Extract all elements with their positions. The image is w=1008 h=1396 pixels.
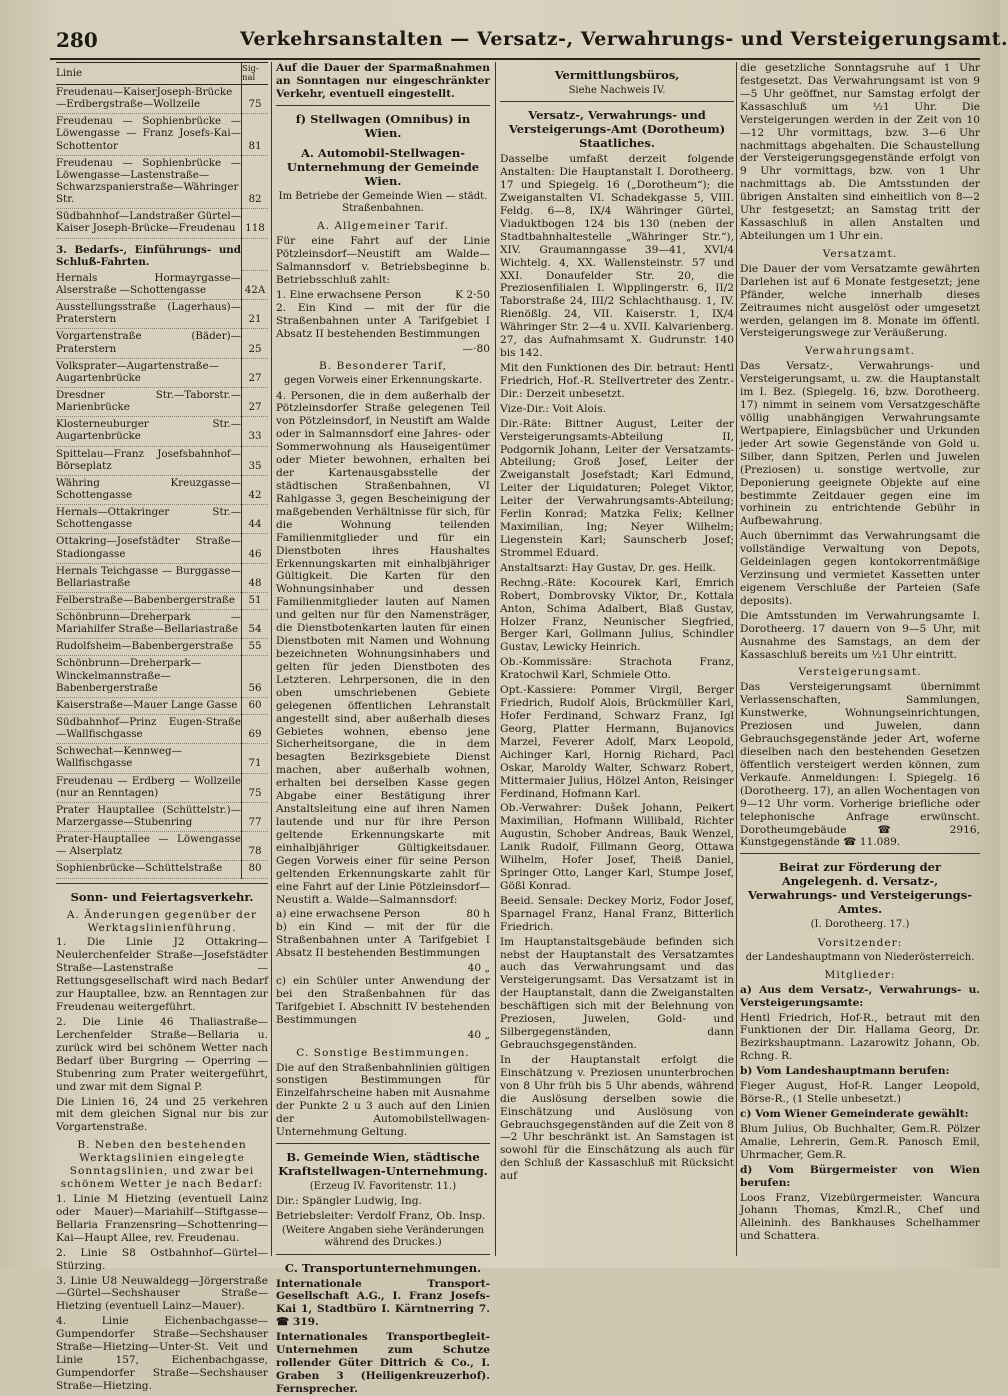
route-row xyxy=(56,610,268,639)
route-name: Ausstellungsstraße (Lagerhaus)—Praterstern xyxy=(56,300,242,329)
group-heading: c) Vom Wiener Gemeinderate gewählt: xyxy=(740,1107,969,1120)
section-title: Vermittlungsbüros, xyxy=(554,68,680,82)
route-row xyxy=(56,802,268,831)
section-title: Versatzamt. xyxy=(822,247,898,260)
route-signal: 51 xyxy=(242,592,269,609)
route-row xyxy=(56,639,268,656)
route-signal: 42 xyxy=(242,475,269,504)
tariff-label: 1. Eine erwachsene Person xyxy=(276,288,422,301)
paragraph: Das Versatz-, Verwahrungs- und Versteigerungsamt, u. zw. die Hauptanstalt im I. Bez. (Spiegelg. 16, bzw. Dorotheerg. 17) nimmt in seinem vom Versatzgeschäfte völlig unabhängigen Verwahrungsamte Wertpapiere, Einlagsbücher und Urkunden jeder Art sowie Gegenstände von Gold u. Silber, dann Spitzen, Perlen und Juwelen (Preziosen) u. sonstige wertvolle, zur Deponierung geeignete Objekte auf eine bestimmte Zeitdauer gegen eine im vorhinein zu entrichtende Gebühr in Aufbewahrung. xyxy=(740,360,980,528)
column-divider xyxy=(495,62,496,1256)
page-header xyxy=(50,24,1008,60)
tariff-text: Die auf den Straßenbahnlinien gültigen sonstigen Bestimmungen für Einzelfahrscheine haben mit Ausnahme der Punkte 2 u 3 auch auf den Linien der Automobilstellwagen-Unternehmung Geltung. xyxy=(276,1061,490,1139)
route-row xyxy=(56,697,268,714)
route-row xyxy=(56,832,268,861)
tariff-title: B. Besonderer Tarif, xyxy=(319,360,447,373)
group-heading: a) Aus dem Versatz-, Verwahrungs- u. Versteigerungsamte: xyxy=(740,983,980,1009)
intro-note: Auf die Dauer der Sparmaßnahmen an Sonntagen nur eingeschränkter Verkehr, eventuell eingestellt. xyxy=(276,62,490,100)
route-signal: 33 xyxy=(242,417,269,446)
tariff-value: 40 „ xyxy=(467,962,490,975)
tariff-row xyxy=(276,343,490,356)
route-signal: 69 xyxy=(242,715,269,744)
tariff-title: C. Sonstige Bestimmungen. xyxy=(296,1046,470,1059)
route-name: Prater Hauptallee (Schüttelstr.)—Marzergasse—Stubenring xyxy=(56,802,242,831)
route-row xyxy=(56,773,268,802)
route-name: Klosterneuburger Str.—Augartenbrücke xyxy=(56,417,242,446)
sunday-paragraph: 1. Die Linie J2 Ottakring—Neulerchenfelder Straße—Josefstädter Straße—Lastenstraße — Rettungsgesellschaft wird nach Bedarf zur Hauptallee, bzw. an Renntagen zur Freudenau weitergeführt. xyxy=(56,936,268,1014)
route-name: Sophienbrücke—Schüttelstraße xyxy=(56,861,242,878)
route-table-head-signal: Sig-nal xyxy=(242,63,269,85)
address: (Erzeug IV. Favoritenstr. 11.) xyxy=(309,1181,457,1193)
route-signal: 42A xyxy=(242,271,269,300)
section-title: Beirat zur Förderung der Angelegenh. d. Versatz-, Verwahrungs- und Versteigerungs-Amtes. xyxy=(748,860,972,917)
route-name: Südbahnhof—Landstraßer Gürtel—Kaiser Joseph-Brücke—Freudenau xyxy=(56,209,242,238)
group-members: Blum Julius, Ob Buchhalter, Gem.R. Pölzer Amalie, Lehrerin, Gem.R. Panosch Emil, Uhrmacher, Gem.R. xyxy=(740,1122,980,1161)
route-name: Südbahnhof—Prinz Eugen-Straße —Wallfischgasse xyxy=(56,715,242,744)
role-heading: Mitglieder: xyxy=(824,968,896,981)
sunday-paragraph: Die Linien 16, 24 und 25 verkehren mit dem gleichen Signal nur bis zur Vorgartenstraße. xyxy=(56,1095,268,1134)
route-row xyxy=(56,563,268,592)
route-name: Rudolfsheim—Babenbergerstraße xyxy=(56,639,242,656)
sunday-line-item: 3. Linie U8 Neuwaldegg—Jörgerstraße—Gürtel—Sechshauser Straße—Hietzing (eventuell Lainz—Mauer). xyxy=(56,1274,268,1313)
paragraph: Opt.-Kassiere: Pommer Virgil, Berger Friedrich, Rudolf Alois, Brückmüller Karl, Hofer Ferdinand, Schwarz Franz, Igl Georg, Platter Hermann, Bujanovics Marzel, Feverer Adolf, Marx Leopold, Aichinger Karl, Hornig Richard, Pacl Oskar, Maroldy Walter, Schwarz Robert, Mittermaier Julius, Hölzel Anton, Reisinger Ferdinand, Hofmann Karl. xyxy=(500,684,734,800)
section-title: Versteigerungsamt. xyxy=(798,666,922,679)
route-signal: 75 xyxy=(242,773,269,802)
route-signal: 81 xyxy=(242,114,269,155)
tariff-label: b) ein Kind — mit der für die Straßenbahnen unter A Tarifgebiet I Absatz II bestehenden Bestimmungen xyxy=(276,921,490,960)
role-heading: Vorsitzender: xyxy=(817,936,903,949)
paragraph: Vize-Dir.: Voit Alois. xyxy=(500,402,607,415)
route-name: Spittelau—Franz Josefsbahnhof—Börseplatz xyxy=(56,446,242,475)
route-signal: 60 xyxy=(242,697,269,714)
route-row xyxy=(56,358,268,387)
tariff-intro: Für eine Fahrt auf der Linie Pötzleinsdorf—Neustift am Walde—Salmannsdorf v. Betriebsbeginne b. Betriebsschluß zahlt: xyxy=(276,235,490,286)
route-signal: 35 xyxy=(242,446,269,475)
route-signal: 21 xyxy=(242,300,269,329)
tariff-label: 2. Ein Kind — mit der für die Straßenbahnen unter A Tarifgebiet I Absatz II bestehenden Bestimmungen xyxy=(276,301,490,340)
group-heading: b) Vom Landeshauptmann berufen: xyxy=(740,1065,950,1078)
divider xyxy=(276,1254,490,1255)
route-row xyxy=(56,715,268,744)
route-signal: 56 xyxy=(242,656,269,697)
sunday-line-item: 4. Linie Eichenbachgasse—Gumpendorfer Straße—Sechshauser Straße—Hietzing—Unter-St. Veit und Linie 157, Eichenbachgasse, Gumpendorfer Straße—Sechshauser Straße—Hietzing. xyxy=(56,1315,268,1392)
paragraph: Ob.-Verwahrer: Dušek Johann, Peikert Maximilian, Hofmann Willibald, Richter Augustin, Schober Andreas, Bauk Wenzel, Lanik Rudolf, Fillmann Georg, Ottawa Wilhelm, Hofer Josef, Theiß Daniel, Springer Otto, Langer Karl, Stumpe Josef, Gößl Konrad. xyxy=(500,802,734,892)
route-signal: 44 xyxy=(242,505,269,534)
route-row xyxy=(56,505,268,534)
route-table-body xyxy=(56,85,268,879)
tariff-text: 4. Personen, die in dem außerhalb der Pötzleinsdorfer Straße gelegenen Teil von Pötzleinsdorf, in Neustift am Walde oder in Salmannsdorf eine Jahres- oder Sommerwohnung als Hauseigentümer oder Mieter bewohnen, erhalten bei der Kartenausgabsstelle der städtischen Straßenbahnen, VI Rahlgasse 3, gegen Bescheinigung der maßgebenden Verhältnisse für sich, für die Wohnung teilenden Familienmitglieder und für ein Dienstboten ihres Haushaltes Erkennungskarten mit einhalbjähriger Gültigkeit. Die Karten für den Wohnungsinhaber und dessen Familienmitglieder lauten auf Namen und gelten nur für den Namensträger, die Dienstbotenkarten lauten für einen Dienstboten mit Namen und Wohnung bezeichneten Wohnungsinhabers und gelten für jeden Dienstboten des Letzteren. Lehrpersonen, die in den oben umschriebenen Gebiete gelegenen öffentlichen Lehranstalt angestellt sind, aber außerhalb dieses Gebietes wohnen, ebenso jene Sicherheitsorgane, die in dem besagten Bezirksgebiete Dienst machen, aber außerhalb wohnen, erhalten bei derselben Kasse gegen Abgabe einer Bestätigung ihrer Anstaltsleitung eine auf ihren Namen lautende und nur für ihre Person geltende Erkennungskarte mit einhalbjähriger Gültigkeitsdauer. Gegen Vorweis einer für seine Person geltenden Erkennungskarte zahlt für eine Fahrt auf der Linie Pötzleinsdorf—Neustift a. Walde—Salmannsdorf: xyxy=(276,389,490,906)
route-name: Freudenau—KaiserJoseph-Brücke—Erdbergstraße—Wollzeile xyxy=(56,85,242,114)
route-row xyxy=(56,534,268,563)
route-table-head-line: Linie xyxy=(56,63,242,85)
route-row xyxy=(56,592,268,609)
paragraph: Beeid. Sensale: Deckey Moriz, Fodor Josef, Sparnagel Franz, Hanal Franz, Bitterlich Friedrich. xyxy=(500,894,734,933)
tariff-subtitle: gegen Vorweis einer Erkennungskarte. xyxy=(283,375,483,387)
sunday-a: A. Änderungen gegenüber der Werktagslinienführung. xyxy=(66,908,258,934)
manager: Betriebsleiter: Verdolf Franz, Ob. Insp. xyxy=(276,1210,486,1223)
column-4 xyxy=(740,62,980,1256)
paragraph: die gesetzliche Sonntagsruhe auf 1 Uhr festgesetzt. Das Verwahrungsamt ist von 9—5 Uhr geöffnet, nur Samstag erfolgt der Kassaschluß um ½1 Uhr. Die Versteigerungen werden in der Zeit von 10—12 Uhr vormittags, bzw. 3—6 Uhr nachmittags abgehalten. Die Schaustellung der Versteigerungsgegenstände erfolgt von 9 Uhr vormittags, bzw. von 1 Uhr nachmittags ab. Die Amtsstunden der übrigen Anstalten sind einheitlich von 8—2 Uhr festgesetzt; an Samstag tritt der Kassaschluß in allen Anstalten und Abteilungen um 1 Uhr ein. xyxy=(740,62,980,242)
route-signal: 80 xyxy=(242,861,269,878)
route-name: Schönbrunn—Dreherpark—Winckelmannstraße—Babenbergerstraße xyxy=(56,656,242,697)
route-signal: 77 xyxy=(242,802,269,831)
route-row xyxy=(56,85,268,114)
route-signal: 71 xyxy=(242,744,269,773)
sunday-title: Sonn- und Feiertagsverkehr. xyxy=(70,889,254,904)
route-name: Hernals Hormayrgasse—Alserstraße —Schottengasse xyxy=(56,271,242,300)
route-row xyxy=(56,656,268,697)
route-name: Hernals—Ottakringer Str.—Schottengasse xyxy=(56,505,242,534)
route-signal: 48 xyxy=(242,563,269,592)
tariff-row xyxy=(276,289,490,302)
route-signal: 78 xyxy=(242,832,269,861)
divider xyxy=(56,883,268,884)
paragraph: Die Dauer der vom Versatzamte gewährten Darlehen ist auf 6 Monate festgesetzt; jene Pfänder, welche innerhalb dieses Zeitraumes nicht ausgelöst oder umgesetzt werden, gelangen im 8. Monate im öffentl. Versteigerungswege zur Veräußerung. xyxy=(740,262,980,340)
route-row xyxy=(56,209,268,238)
route-row xyxy=(56,300,268,329)
route-row xyxy=(56,329,268,358)
paragraph: Mit den Funktionen des Dir. betraut: Hentl Friedrich, Hof.-R. Stellvertreter des Zentr.-Dir.: Derzeit unbesetzt. xyxy=(500,362,734,400)
route-signal: 55 xyxy=(242,639,269,656)
page-number: 280 xyxy=(56,28,98,52)
tariff-label: c) ein Schüler unter Anwendung der bei den Straßenbahnen für das Tarifgebiet I. Abschnitt IV bestehenden Bestimmungen xyxy=(276,975,490,1026)
route-row xyxy=(56,238,268,271)
tariff-value: 80 h xyxy=(466,908,490,921)
route-row xyxy=(56,271,268,300)
route-name: Freudenau — Sophienbrücke — Löwengasse—Lastenstraße—Schwarzspanierstraße—Währinger Str. xyxy=(56,155,242,209)
route-name: Schwechat—Kennweg—Wallfischgasse xyxy=(56,744,242,773)
route-row xyxy=(56,114,268,155)
section-title: f) Stellwagen (Omnibus) in Wien. xyxy=(295,111,471,140)
route-table xyxy=(56,62,268,879)
tariff-value: 40 „ xyxy=(467,1028,490,1041)
paragraph: Auch übernimmt das Verwahrungsamt die vollständige Verwaltung von Depots, Geldeinlagen gegen kontokorrentmäßige Verzinsung und vermietet Kassetten unter eigenem Verschluße der Parteien (Safe deposits). xyxy=(740,530,980,607)
route-signal: 27 xyxy=(242,358,269,387)
section-subtitle: Im Betriebe der Gemeinde Wien — städt. Straßenbahnen. xyxy=(278,190,488,215)
route-row xyxy=(56,861,268,878)
route-name: Volksprater—Augartenstraße—Augartenbrücke xyxy=(56,358,242,387)
sunday-line-item: 2. Linie S8 Ostbahnhof—Gürtel—Stürzing. xyxy=(56,1246,268,1272)
route-name: Hernals Teichgasse — Burggasse—Bellariastraße xyxy=(56,563,242,592)
section-title: Versatz-, Verwahrungs- und Versteigerungs-Amt (Dorotheum) Staatliches. xyxy=(508,108,726,151)
route-signal: 46 xyxy=(242,534,269,563)
tariff-label: a) eine erwachsene Person xyxy=(276,908,421,921)
route-signal xyxy=(242,238,269,271)
route-signal: 54 xyxy=(242,610,269,639)
column-2 xyxy=(276,62,490,1395)
divider xyxy=(500,101,734,102)
sunday-b: B. Neben den bestehenden Werktagslinien eingelegte Sonntagslinien, und zwar bei schönem Wetter je nach Bedarf: xyxy=(60,1139,264,1191)
route-row xyxy=(56,744,268,773)
divider xyxy=(276,105,490,106)
route-signal: 75 xyxy=(242,85,269,114)
route-row xyxy=(56,475,268,504)
route-row xyxy=(56,417,268,446)
section-title: Verwahrungsamt. xyxy=(804,345,916,358)
route-name: 3. Bedarfs-, Einführungs- und Schluß-Fahrten. xyxy=(56,243,241,268)
route-name: Dresdner Str.—Taborstr.—Marienbrücke xyxy=(56,387,242,416)
route-row xyxy=(56,155,268,209)
director: Dir.: Spängler Ludwig, Ing. xyxy=(276,1195,422,1208)
paragraph: Die Amtsstunden im Verwahrungsamte I. Dorotheerg. 17 dauern von 9—5 Uhr, mit Ausnahme des Samstags, an dem der Kassaschluß bereits um ½1 Uhr eintritt. xyxy=(740,609,980,661)
divider xyxy=(276,1143,490,1144)
section-subtitle: Siehe Nachweis IV. xyxy=(568,85,666,97)
tariff-row xyxy=(276,962,490,975)
route-name: Kaiserstraße—Mauer Lange Gasse xyxy=(56,697,242,714)
route-signal: 27 xyxy=(242,387,269,416)
group-members: Fieger August, Hof-R. Langer Leopold, Börse-R., (1 Stelle unbesetzt.) xyxy=(740,1080,980,1106)
paragraph: Rechng.-Räte: Kocourek Karl, Emrich Robert, Dombrovsky Viktor, Dr., Kottala Anton, Schima Adalbert, Blaß Gustav, Holzer Franz, Neunischer Siegfried, Berger Karl, Gollmann Julius, Schindler Gustav, Lewicky Heinrich. xyxy=(500,576,734,654)
note: (Weitere Angaben siehe Veränderungen während des Druckes.) xyxy=(281,1225,485,1249)
section-title: B. Gemeinde Wien, städtische Kraftstellwagen-Unternehmung. xyxy=(278,1150,488,1179)
paragraph: Dasselbe umfaßt derzeit folgende Anstalten: Die Hauptanstalt I. Dorotheerg. 17 und Spiegelg. 16 („Dorotheum“); die Zweiganstalten VI. Schadekgasse 5, VIII. Feldg. 6—8, IX/4 Währinger Gürtel, Viaduktbogen 124 bis 130 (neben der Stadtbahnhaltestelle „Währinger Str.“), XIV. Graumanngasse 39—41, XVI/4 Wichtelg. 4, XX. Wallensteinstr. 57 und XXI. Donaufelder Str. 20, die Preziosenfilialen I. Wipplingerstr. 6, II/2 Taborstraße 24, III/2 Schlachthausg. 1, IV. Rienößlg. 24, VII. Kaiserstr. 1, IX/4 Währinger Str. 2—4 u. XVII. Kalvarienberg. 27, das Aufnahmsamt X. Gudrunstr. 140 bis 142. xyxy=(500,153,734,360)
column-3 xyxy=(500,62,734,1256)
route-signal: 118 xyxy=(242,209,269,238)
paragraph: Ob.-Kommissäre: Strachota Franz, Kratochwil Karl, Schmiele Otto. xyxy=(500,656,734,682)
address: (I. Dorotheerg. 17.) xyxy=(810,919,910,931)
company-entry: Internationales Transportbegleit-Unternehmen zum Schutze rollender Güter Dittrich & Co., I. Graben 3 (Heiligenkreuzerhof). Fernsprecher. xyxy=(276,1331,490,1395)
route-row xyxy=(56,387,268,416)
sunday-paragraph: 2. Die Linie 46 Thaliastraße—Lerchenfelder Straße—Bellaria u. zurück wird bei schönem Wetter nach Bedarf über Burgring — Operring — Stubenring zum Prater weitergeführt, und zwar mit dem Signal P. xyxy=(56,1015,268,1093)
tariff-value: K 2·50 xyxy=(455,288,490,301)
route-name: Prater-Hauptallee — Löwengasse— Alserplatz xyxy=(56,832,242,861)
divider xyxy=(740,853,980,854)
route-name: Ottakring—Josefstädter Straße—Stadiongasse xyxy=(56,534,242,563)
tariff-row xyxy=(276,908,490,921)
group-members: Loos Franz, Vizebürgermeister. Wancura Johann Thomas, Kmzl.R., Chef und Alleininh. des Bankhauses Schelhammer und Schattera. xyxy=(740,1191,980,1243)
route-signal: 25 xyxy=(242,329,269,358)
sunday-line-item: 1. Linie M Hietzing (eventuell Lainz oder Mauer)—Mariahilf—Stiftgasse—Bellaria Franzensring—Schottenring—Kai—Haupt Allee, rev. Freudenau. xyxy=(56,1192,268,1244)
paragraph: Das Versteigerungsamt übernimmt Verlassenschaften, Sammlungen, Kunstwerke, Wohnungseinrichtungen, Preziosen und Juwelen, dann Gebrauchsgegenstände jeder Art, woferne dieselben nach den bestehenden Gesetzen öffentlich versteigert werden können, zum Verkaufe. Anmeldungen: I. Spiegelg. 16 (Dorotheerg. 17), an allen Wochentagen von 9—12 Uhr vorm. Vorherige briefliche oder telephonische Anfrage erwünscht. Dorotheumgebäude ☎ 2916, Kunstgegenstände ☎ 11.089. xyxy=(740,681,980,849)
route-row xyxy=(56,446,268,475)
group-heading: d) Vom Bürgermeister von Wien berufen: xyxy=(740,1163,980,1189)
section-title: C. Transportunternehmungen. xyxy=(284,1260,482,1275)
route-name: Freudenau — Erdberg — Wollzeile (nur an Renntagen) xyxy=(56,773,242,802)
role-name: der Landeshauptmann von Niederösterreich. xyxy=(745,951,975,963)
company-entry: Internationale Transport-Gesellschaft A.G., I. Franz Josefs-Kai 1, Stadtbüro I. Kärntnerring 7. ☎ 319. xyxy=(276,1277,490,1329)
group-members: Hentl Friedrich, Hof-R., betraut mit den Funktionen der Dir. Hallama Georg, Dr. Bezirkshauptmann. Lazarowitz Johann, Ob. Rchng. R. xyxy=(740,1011,980,1063)
route-name: Freudenau — Sophienbrücke — Löwengasse — Franz Josefs-Kai—Schottentor xyxy=(56,114,242,155)
paragraph: Dir.-Räte: Bittner August, Leiter der Versteigerungsamts-Abteilung II, Podgornik Johann, Leiter der Versatzamts-Abteilung; Groß Josef, Leiter der Zweiganstalt Josefstadt; Karl Edmund, Leiter der Liquidaturen; Poleget Viktor, Leiter der Verwahrungsamts-Abteilung; Ferlin Konrad; Matzka Felix; Kellner Maximilian, Ing; Neyer Wilhelm; Liegenstein Karl; Saunscherb Josef; Strommel Eduard. xyxy=(500,417,734,559)
column-1 xyxy=(56,62,268,1392)
tariff-row xyxy=(276,1029,490,1042)
route-name: Schönbrunn—Dreherpark — Mariahilfer Straße—Bellariastraße xyxy=(56,610,242,639)
route-name: Währing Kreuzgasse—Schottengasse xyxy=(56,475,242,504)
route-signal: 82 xyxy=(242,155,269,209)
paragraph: In der Hauptanstalt erfolgt die Einschätzung v. Preziosen ununterbrochen von 8 Uhr früh bis 5 Uhr abends, während die Auslösung derselben sowie die Einschätzung und Auslösung von Gebrauchsgegenständen auf die Zeit von 8—2 Uhr beschränkt ist. An Samstagen ist sowohl für die Einschätzung als auch für den Schluß der Kassaschluß mit Rücksicht auf xyxy=(500,1053,734,1183)
route-name: Vorgartenstraße (Bäder)—Praterstern xyxy=(56,329,242,358)
tariff-title: A. Allgemeiner Tarif. xyxy=(316,220,449,233)
running-title: Verkehrsanstalten — Versatz-, Verwahrungs- und Versteigerungsamt. xyxy=(240,28,1008,50)
tariff-value: —·80 xyxy=(462,342,490,355)
column-divider xyxy=(271,62,272,1256)
paragraph: Im Hauptanstaltsgebäude befinden sich nebst der Hauptanstalt des Versatzamtes auch das Verwahrungsamt und das Versteigerungsamt. Das Versatzamt ist in der Hauptanstalt, dann die Zweiganstalten beschäftigen sich mit der Belehnung von Preziosen, Juwelen, Gold- und Silbergegenständen, dann Gebrauchsgegenständen. xyxy=(500,935,734,1052)
paragraph: Anstaltsarzt: Hay Gustav, Dr. ges. Heilk. xyxy=(500,561,716,574)
column-divider xyxy=(736,62,737,1256)
section-title: A. Automobil-Stellwagen-Unternehmung der Gemeinde Wien. xyxy=(286,145,480,188)
route-name: Felberstraße—Babenbergerstraße xyxy=(56,592,242,609)
